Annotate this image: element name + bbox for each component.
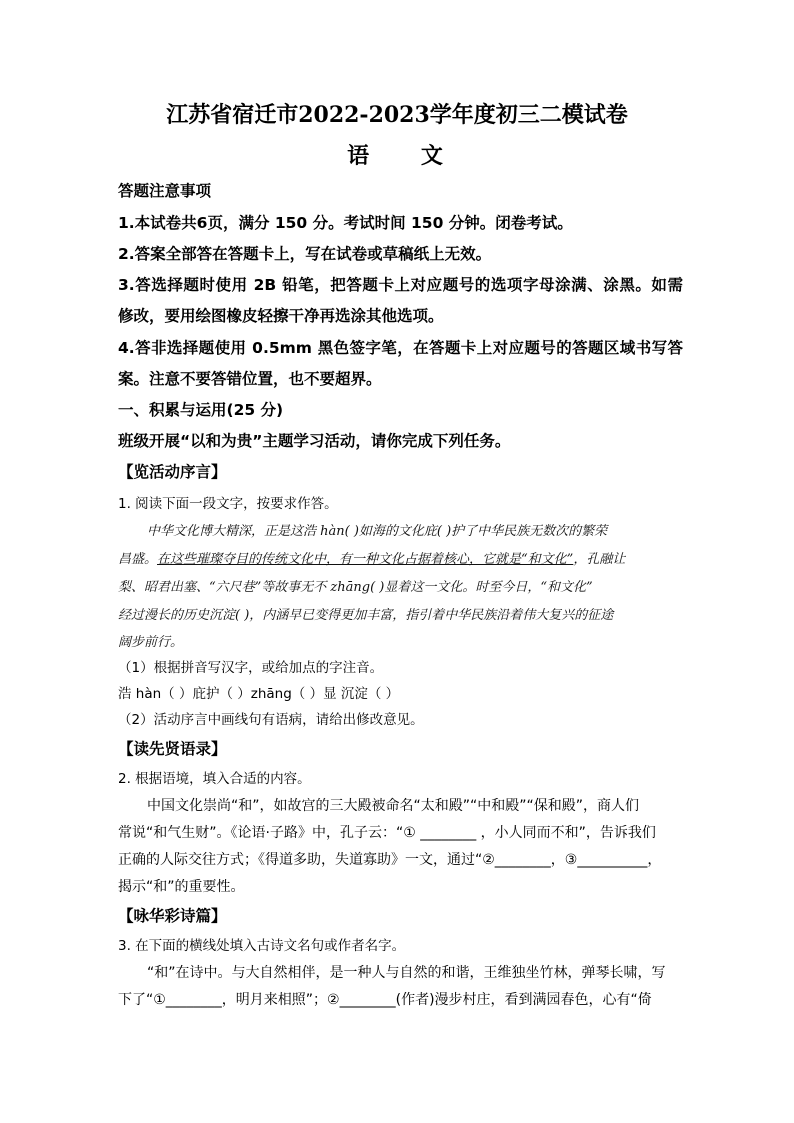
notice-item-3-line-1: 3.答选择题时使用 2B 铅笔，把答题卡上对应题号的选项字母涂满、涂黑。如需 bbox=[118, 276, 683, 294]
question-3-line-1: “和”在诗中。与大自然相伴，是一种人与自然的和谐，王维独坐竹林，弹琴长啸，写 bbox=[147, 965, 666, 981]
question-3-line-2: 下了“①________，明月来相照”；②________(作者)漫步村庄，看到满园春色，心有“倚 bbox=[118, 992, 652, 1008]
passage-line-5: 阔步前行。 bbox=[118, 635, 184, 650]
section-1-intro: 班级开展“以和为贵”主题学习活动，请你完成下列任务。 bbox=[118, 432, 511, 450]
sub-question-2: （2）活动序言中画线句有语病，请给出修改意见。 bbox=[118, 712, 424, 728]
part-3-heading: 【咏华彩诗篇】 bbox=[118, 907, 227, 925]
subject-title: 语 文 bbox=[347, 143, 465, 169]
question-2-line-3: 正确的人际交往方式；《得道多助，失道寡助》一文，通过“②________，③__________， bbox=[118, 852, 662, 868]
notice-item-1: 1.本试卷共6页，满分 150 分。考试时间 150 分钟。闭卷考试。 bbox=[118, 214, 573, 232]
passage-line-2-start: 昌盛。 bbox=[118, 552, 158, 567]
passage-line-4: 经过漫长的历史沉淀( )，内涵早已变得更加丰富，指引着中华民族沿着伟大复兴的征途 bbox=[118, 608, 614, 623]
part-1-heading: 【览活动序言】 bbox=[118, 463, 227, 481]
sub-question-1: （1）根据拼音写汉字，或给加点的字注音。 bbox=[118, 660, 384, 676]
question-2-line-2: 常说“和气生财”。《论语·子路》中，孔子云：“① ________ ，小人同而不和”，告诉我们 bbox=[118, 825, 656, 841]
section-1-heading: 一、积累与运用(25 分) bbox=[118, 401, 284, 419]
notice-item-4-line-1: 4.答非选择题使用 0.5mm 黑色签字笔，在答题卡上对应题号的答题区域书写答 bbox=[118, 339, 683, 357]
question-2-line-4: 揭示“和”的重要性。 bbox=[118, 879, 245, 895]
notice-item-2: 2.答案全部答在答题卡上，写在试卷或草稿纸上无效。 bbox=[118, 245, 492, 263]
question-2-prompt: 2. 根据语境，填入合适的内容。 bbox=[118, 771, 311, 787]
underlined-sentence: 在这些璀璨夺目的传统文化中，有一种文化占据着核心，它就是“和文化” bbox=[157, 552, 574, 567]
pinyin-fill-blanks: 浩 hàn（ ）庇护（ ）zhāng（ ）显 沉淀（ ） bbox=[118, 686, 400, 702]
notice-item-4-line-2: 案。注意不要答错位置，也不要超界。 bbox=[118, 370, 382, 388]
exam-title: 江苏省宿迁市2022-2023学年度初三二模试卷 bbox=[166, 102, 628, 128]
passage-line-1: 中华文化博大精深，正是这浩 hàn( )如海的文化庇( )护了中华民族无数次的繁荣 bbox=[147, 524, 608, 539]
question-1-prompt: 1. 阅读下面一段文字，按要求作答。 bbox=[118, 496, 338, 512]
passage-line-3: 梨、昭君出塞、“六尺巷”等故事无不 zhāng( )显着这一文化。时至今日，“和文化” bbox=[118, 580, 593, 595]
passage-line-2 bbox=[118, 548, 683, 567]
notice-heading: 答题注意事项 bbox=[118, 182, 212, 200]
part-2-heading: 【读先贤语录】 bbox=[118, 740, 227, 758]
question-3-prompt: 3. 在下面的横线处填入古诗文名句或作者名字。 bbox=[118, 938, 406, 954]
question-2-line-1: 中国文化崇尚“和”，如故宫的三大殿被命名“太和殿”“中和殿”“保和殿”，商人们 bbox=[147, 798, 640, 814]
notice-item-3-line-2: 修改，要用绘图橡皮轻擦干净再选涂其他选项。 bbox=[118, 307, 444, 325]
passage-line-2-end: ，孔融让 bbox=[573, 552, 626, 567]
